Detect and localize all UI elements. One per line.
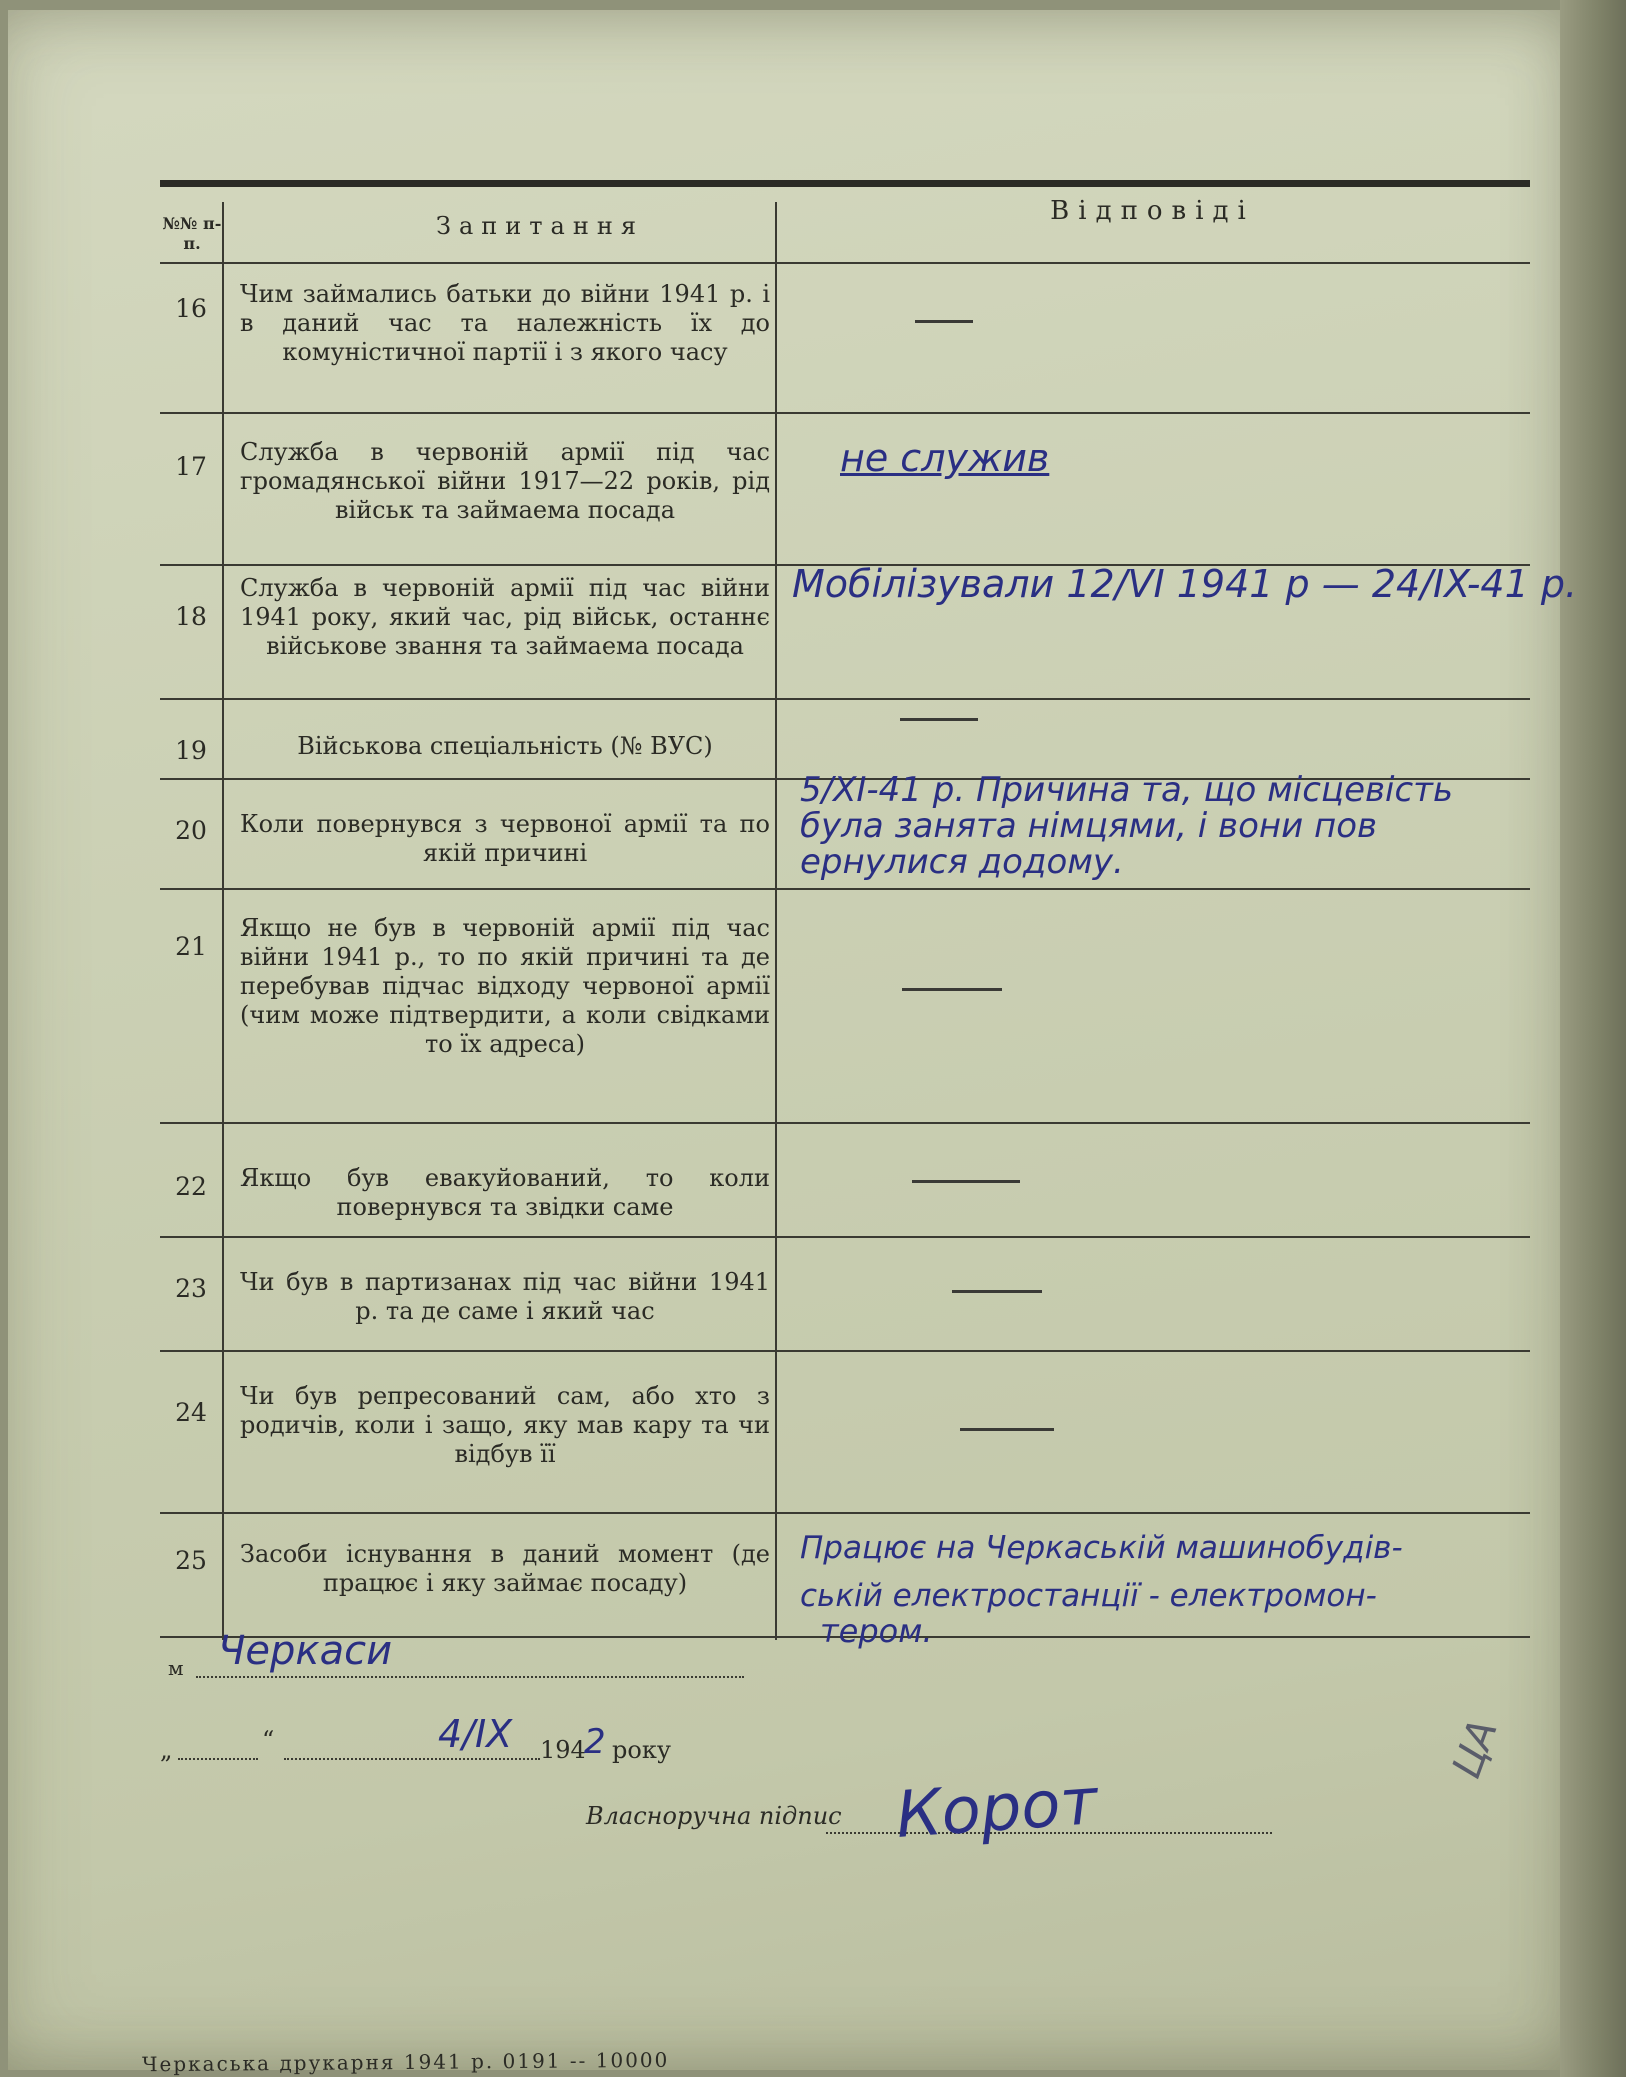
place-dotline — [196, 1676, 744, 1678]
row-number: 19 — [175, 736, 207, 765]
table-row — [160, 1238, 1530, 1352]
row-number: 20 — [175, 816, 207, 845]
answer-dash — [912, 1180, 1020, 1183]
row-question: Чим займались батьки до війни 1941 р. і в даний час та належність їх до комуністичної партії і з якого часу — [240, 280, 770, 366]
table-row — [160, 264, 1530, 414]
row-question: Служба в червоній армії під час громадянської війни 1917—22 років, рід військ та займаема посада — [240, 438, 770, 524]
header-questions: Запитання — [436, 212, 644, 240]
table-row — [160, 562, 1578, 700]
folder-edge — [1560, 0, 1626, 2077]
table-row — [160, 890, 1530, 1124]
row-number: 16 — [175, 294, 207, 323]
answer-dash — [902, 988, 1002, 991]
table-header — [160, 196, 1530, 264]
header-number: №№ п-п. — [162, 214, 222, 253]
row-question: Військова спеціальність (№ ВУС) — [297, 732, 713, 760]
handwritten-answer-line-1: Працює на Черкаській машинобудів- — [800, 1530, 1403, 1566]
row-number: 17 — [175, 452, 207, 481]
handwritten-answer-line-3: ернулися додому. — [800, 842, 1124, 882]
row-number: 23 — [175, 1274, 207, 1303]
handwritten-place: Черкаси — [218, 1628, 393, 1674]
row-number: 21 — [175, 932, 207, 961]
row-question: Якщо був евакуйований, то коли повернувся та звідки саме — [240, 1164, 770, 1221]
answer-dash — [915, 320, 973, 323]
year-prefix: 194 — [540, 1736, 586, 1764]
year-suffix: року — [612, 1736, 671, 1764]
day-dotline — [178, 1758, 258, 1760]
row-question: Коли повернувся з червоної армії та по якій причині — [240, 810, 770, 867]
place-prefix: м — [168, 1656, 184, 1680]
handwritten-answer-line-2: ській електростанції - електромон- — [800, 1578, 1377, 1614]
table-row — [160, 1124, 1530, 1238]
handwritten-answer-line-2: була занята німцями, і вони пов — [800, 806, 1378, 846]
signature: Корот — [893, 1765, 1100, 1853]
answer-dash — [952, 1290, 1042, 1293]
answer-dash — [960, 1428, 1054, 1431]
table-row — [160, 770, 1530, 890]
handwritten-answer: не служив — [840, 436, 1050, 480]
margin-mark: ЦА — [1443, 1713, 1507, 1785]
date-quote-open: „ — [160, 1736, 173, 1764]
header-answers: Відповіді — [1050, 196, 1255, 226]
handwritten-answer: Мобілізували 12/VI 1941 р — 24/IX-41 р. — [792, 562, 1578, 606]
handwritten-year: 2 — [584, 1722, 606, 1762]
top-rule — [160, 180, 1530, 187]
answer-dash — [900, 718, 978, 721]
row-question: Чи був репресований сам, або хто з родичів, коли і защо, яку мав кару та чи відбув її — [240, 1382, 770, 1468]
printer-line: Черкаська друкарня 1941 р. 0191 -- 10000 — [141, 2047, 670, 2077]
row-number: 24 — [175, 1398, 207, 1427]
row-question: Засоби існування в даний момент (де працює і яку займає посаду) — [240, 1540, 770, 1597]
table-row — [160, 1352, 1530, 1514]
row-question: Якщо не був в червоній армії під час війни 1941 р., то по якій причині та де перебував підчас відходу червоної армії (чим може підтвердити, а коли свідками то їх адреса) — [240, 914, 770, 1058]
signature-label: Власноручна підпис — [586, 1802, 842, 1830]
handwritten-answer-line-1: 5/XI-41 р. Причина та, що місцевість — [800, 770, 1454, 810]
row-number: 18 — [175, 602, 207, 631]
handwritten-date: 4/IX — [438, 1712, 513, 1756]
row-question: Чи був в партизанах під час війни 1941 р. та де саме і який час — [240, 1268, 770, 1325]
table-row — [160, 700, 1530, 780]
row-number: 22 — [175, 1172, 207, 1201]
date-quote-close: “ — [262, 1726, 275, 1754]
row-question: Служба в червоній армії під час війни 1941 року, який час, рід військ, останнє військове звання та займаема посада — [240, 574, 770, 660]
row-number: 25 — [175, 1546, 207, 1575]
date-dotline — [284, 1758, 540, 1760]
handwritten-answer-line-3: тером. — [820, 1612, 933, 1650]
table-row — [160, 414, 1530, 566]
